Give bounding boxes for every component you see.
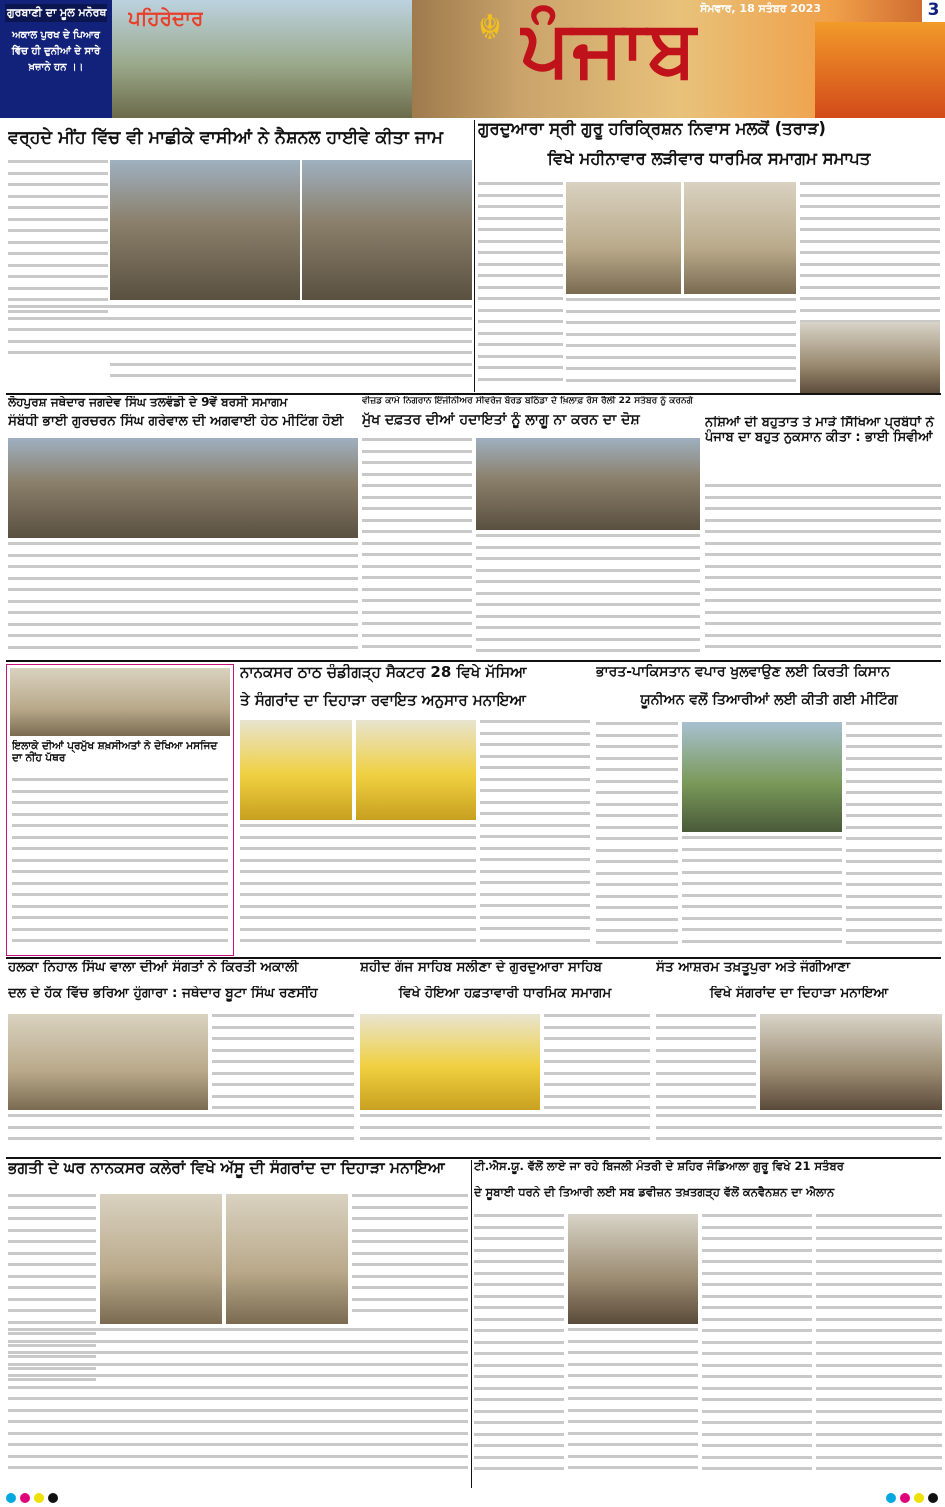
story-13-text-col-1 xyxy=(474,1214,564,1486)
section-divider xyxy=(6,1157,941,1159)
story-13-headline-2: ਦੇ ਸੂਬਾਈ ਧਰਨੇ ਦੀ ਤਿਆਰੀ ਲਈ ਸਬ ਡਵੀਜ਼ਨ ਤਖ਼ਤਗੜ੍ਹ ਵੱਲੋਂ ਕਨਵੈਨਸ਼ਨ ਦਾ ਐਲਾਨ xyxy=(474,1186,835,1199)
story-10-headline-2: ਵਿਖੇ ਹੋਇਆ ਹਫ਼ਤਾਵਾਰੀ ਧਾਰਮਿਕ ਸਮਾਗਮ xyxy=(398,986,612,1001)
quote-text: ਅਕਾਲ ਪੁਰਖ ਦੇ ਪਿਆਰ ਵਿੱਚ ਹੀ ਦੁਨੀਆਂ ਦੇ ਸਾਰੇ ਖ਼ਜ਼ਾਨੇ ਹਨ ।। xyxy=(11,30,101,73)
story-1-photo-2 xyxy=(302,160,472,300)
story-13-text-col-4 xyxy=(568,1328,698,1486)
story-8-text-col-2 xyxy=(846,722,942,956)
registration-mark-icon xyxy=(886,1493,896,1503)
story-4-photo xyxy=(476,438,700,530)
story-8-headline-2: ਯੂਨੀਅਨ ਵਲੋਂ ਤਿਆਰੀਆਂ ਲਈ ਕੀਤੀ ਗਈ ਮੀਟਿੰਗ xyxy=(640,692,898,708)
section-divider xyxy=(6,393,941,395)
page-title: ਪੰਜਾਬ xyxy=(520,4,699,94)
khanda-icon: ☬ xyxy=(477,8,503,48)
story-2-photo-2 xyxy=(684,182,796,294)
story-12-text-col-2 xyxy=(352,1194,468,1324)
story-11-headline-2: ਵਿਖੇ ਸੰਗਰਾਂਦ ਦਾ ਦਿਹਾੜਾ ਮਨਾਇਆ xyxy=(709,986,889,1001)
story-8-headline-1: ਭਾਰਤ-ਪਾਕਿਸਤਾਨ ਵਪਾਰ ਖੁਲਵਾਉਣ ਲਈ ਕਿਰਤੀ ਕਿਸਾਨ xyxy=(596,664,890,680)
story-10-photo xyxy=(360,1014,540,1110)
story-1-text-col-1 xyxy=(8,160,108,325)
registration-mark-icon xyxy=(34,1493,44,1503)
story-10-text-col-1 xyxy=(544,1014,650,1124)
story-6-headline: ਇਲਾਕੇ ਦੀਆਂ ਪ੍ਰਮੁੱਖ ਸ਼ਖ਼ਸੀਅਤਾਂ ਨੇ ਦੇਖਿਆ ਮਸਜਿਦ ਦਾ ਨੀਂਹ ਪੱਥਰ xyxy=(12,740,218,765)
story-7-photo-2 xyxy=(356,720,476,820)
story-12-text-col-3 xyxy=(8,1328,468,1486)
story-1-text-col-3 xyxy=(110,305,472,393)
story-13-headline-1: ਟੀ.ਐਸ.ਯੂ. ਵੱਲੋਂ ਲਾਏ ਜਾ ਰਹੇ ਬਿਜਲੀ ਮੰਤਰੀ ਦੇ ਸ਼ਹਿਰ ਜੰਡਿਆਲਾ ਗੁਰੂ ਵਿਖੇ 21 ਸਤੰਬਰ xyxy=(474,1160,844,1173)
story-10-headline-1: ਸ਼ਹੀਦ ਗੰਜ ਸਾਹਿਬ ਸਲੀਣਾ ਦੇ ਗੁਰਦੁਆਰਾ ਸਾਹਿਬ xyxy=(360,960,602,975)
section-divider xyxy=(6,660,941,662)
story-13-text-col-3 xyxy=(816,1214,942,1486)
masthead-quote-box xyxy=(0,0,112,118)
story-1-photo xyxy=(110,160,300,300)
story-2-text-col-1 xyxy=(478,182,563,394)
story-7-photo-1 xyxy=(240,720,352,820)
story-3-photo xyxy=(8,438,358,538)
section-divider xyxy=(6,957,941,959)
story-3-headline: ਸੰਬੰਧੀ ਭਾਈ ਗੁਰਚਰਨ ਸਿੰਘ ਗਰੇਵਾਲ ਦੀ ਅਗਵਾਈ ਹੇਠ ਮੀਟਿੰਗ ਹੋਈ xyxy=(8,414,344,429)
registration-mark-icon xyxy=(900,1493,910,1503)
story-12-photo-2 xyxy=(226,1194,348,1324)
story-12-headline: ਭਗਤੀ ਦੇ ਘਰ ਨਾਨਕਸਰ ਕਲੇਰਾਂ ਵਿਖੇ ਅੱਸੂ ਦੀ ਸੰਗਰਾਂਦ ਦਾ ਦਿਹਾੜਾ ਮਨਾਇਆ xyxy=(8,1160,445,1177)
story-13-photo xyxy=(568,1214,698,1324)
story-3-kicker: ਲੋਹਪੁਰਸ਼ ਜਥੇਦਾਰ ਜਗਦੇਵ ਸਿੰਘ ਤਲਵੰਡੀ ਦੇ 9ਵੇਂ ਬਰਸੀ ਸਮਾਗਮ xyxy=(8,396,288,409)
story-11-photo xyxy=(760,1014,942,1110)
story-6-photo xyxy=(10,668,230,736)
story-9-photo xyxy=(8,1014,208,1110)
column-divider xyxy=(474,120,475,392)
story-2-headline-2: ਵਿਖੇ ਮਹੀਨਾਵਾਰ ਲੜੀਵਾਰ ਧਾਰਮਿਕ ਸਮਾਗਮ ਸਮਾਪਤ xyxy=(547,150,871,168)
registration-mark-icon xyxy=(914,1493,924,1503)
edition-date: ਸੋਮਵਾਰ, 18 ਸਤੰਬਰ 2023 xyxy=(700,2,822,15)
section-label: ਪਹਿਰੇਦਾਰ xyxy=(128,6,204,30)
story-2-photo-1 xyxy=(566,182,681,294)
quote-tag: ਗੁਰਬਾਣੀ ਦਾ ਮੂਲ ਮਨੋਰਥ xyxy=(5,4,107,22)
story-8-text-col-3 xyxy=(682,836,842,956)
column-divider xyxy=(471,1160,472,1488)
story-13-text-col-2 xyxy=(702,1214,812,1486)
story-12-photo-1 xyxy=(100,1194,222,1324)
story-7-text-col-1 xyxy=(480,720,590,956)
story-5-headline: ਨਸ਼ਿਆਂ ਦੀ ਬਹੁਤਾਤ ਤੇ ਮਾੜੇ ਸਿੱਖਿਆ ਪ੍ਰਬੰਧਾਂ ਨੇ ਪੰਜਾਬ ਦਾ ਬਹੁਤ ਨੁਕਸਾਨ ਕੀਤਾ : ਭਾਈ ਸਿਵੀਆਂ xyxy=(705,416,934,445)
story-9-text-col-2 xyxy=(8,1114,354,1154)
story-9-headline-1: ਹਲਕਾ ਨਿਹਾਲ ਸਿੰਘ ਵਾਲਾ ਦੀਆਂ ਸੰਗਤਾਂ ਨੇ ਕਿਰਤੀ ਅਕਾਲੀ xyxy=(8,960,299,975)
story-4-text-col-2 xyxy=(476,534,700,660)
story-7-text-col-2 xyxy=(240,824,476,956)
story-5-text xyxy=(705,484,941,660)
story-11-text-col-2 xyxy=(656,1114,942,1154)
story-4-headline: ਮੁੱਖ ਦਫ਼ਤਰ ਦੀਆਂ ਹਦਾਇਤਾਂ ਨੂੰ ਲਾਗੂ ਨਾ ਕਰਨ ਦਾ ਦੋਸ਼ xyxy=(362,412,640,428)
masthead-children-photo xyxy=(815,22,945,118)
story-2-headline-1: ਗੁਰਦੁਆਰਾ ਸ੍ਰੀ ਗੁਰੂ ਹਰਿਕ੍ਰਿਸ਼ਨ ਨਿਵਾਸ ਮਲਕੋਂ (ਤਰਾੜ) xyxy=(478,120,826,138)
story-11-headline-1: ਸੰਤ ਆਸ਼ਰਮ ਤਖ਼ਤੂਪੁਰਾ ਅਤੇ ਜੰਗੀਆਣਾ xyxy=(656,960,851,975)
story-8-text-col-1 xyxy=(596,722,678,956)
story-2-text-col-3 xyxy=(566,298,796,394)
registration-mark-icon xyxy=(6,1493,16,1503)
story-7-headline-1: ਨਾਨਕਸਰ ਠਾਠ ਚੰਡੀਗੜ੍ਹ ਸੈਕਟਰ 28 ਵਿਖੇ ਮੱਸਿਆ xyxy=(240,664,527,681)
story-1-headline: ਵਰ੍ਹਦੇ ਮੀਂਹ ਵਿੱਚ ਵੀ ਮਾਛੀਕੇ ਵਾਸੀਆਂ ਨੇ ਨੈਸ਼ਨਲ ਹਾਈਵੇ ਕੀਤਾ ਜਾਮ xyxy=(8,128,443,148)
registration-mark-icon xyxy=(928,1493,938,1503)
registration-mark-icon xyxy=(48,1493,58,1503)
story-6-text xyxy=(12,778,228,952)
story-11-text-col-1 xyxy=(656,1014,756,1124)
story-8-photo xyxy=(682,722,842,832)
story-10-text-col-2 xyxy=(360,1114,650,1154)
story-2-photo-3 xyxy=(800,322,940,394)
page-number: 3 xyxy=(922,0,945,22)
story-9-headline-2: ਦਲ ਦੇ ਹੱਕ ਵਿੱਚ ਭਰਿਆ ਹੁੰਗਾਰਾ : ਜਥੇਦਾਰ ਬੂਟਾ ਸਿੰਘ ਰਣਸੀਂਹ xyxy=(8,986,318,1001)
registration-mark-icon xyxy=(20,1493,30,1503)
story-4-kicker: ਵੀਜ਼ਡ ਕਾਮੇ ਨਿਗਰਾਨ ਇੰਜੀਨੀਅਰ ਸੀਵਰੇਜ ਬੋਰਡ ਬਠਿੰਡਾ ਦੇ ਖ਼ਿਲਾਫ਼ ਰੋਸ ਰੈਲੀ 22 ਸਤੰਬਰ ਨੂੰ ਕਰਨਗੇ xyxy=(362,396,693,406)
story-4-text-col-1 xyxy=(362,438,472,660)
story-3-text xyxy=(8,542,358,660)
story-9-text-col-1 xyxy=(212,1014,354,1124)
story-7-headline-2: ਤੇ ਸੰਗਰਾਂਦ ਦਾ ਦਿਹਾੜਾ ਰਵਾਇਤ ਅਨੁਸਾਰ ਮਨਾਇਆ xyxy=(240,692,526,709)
